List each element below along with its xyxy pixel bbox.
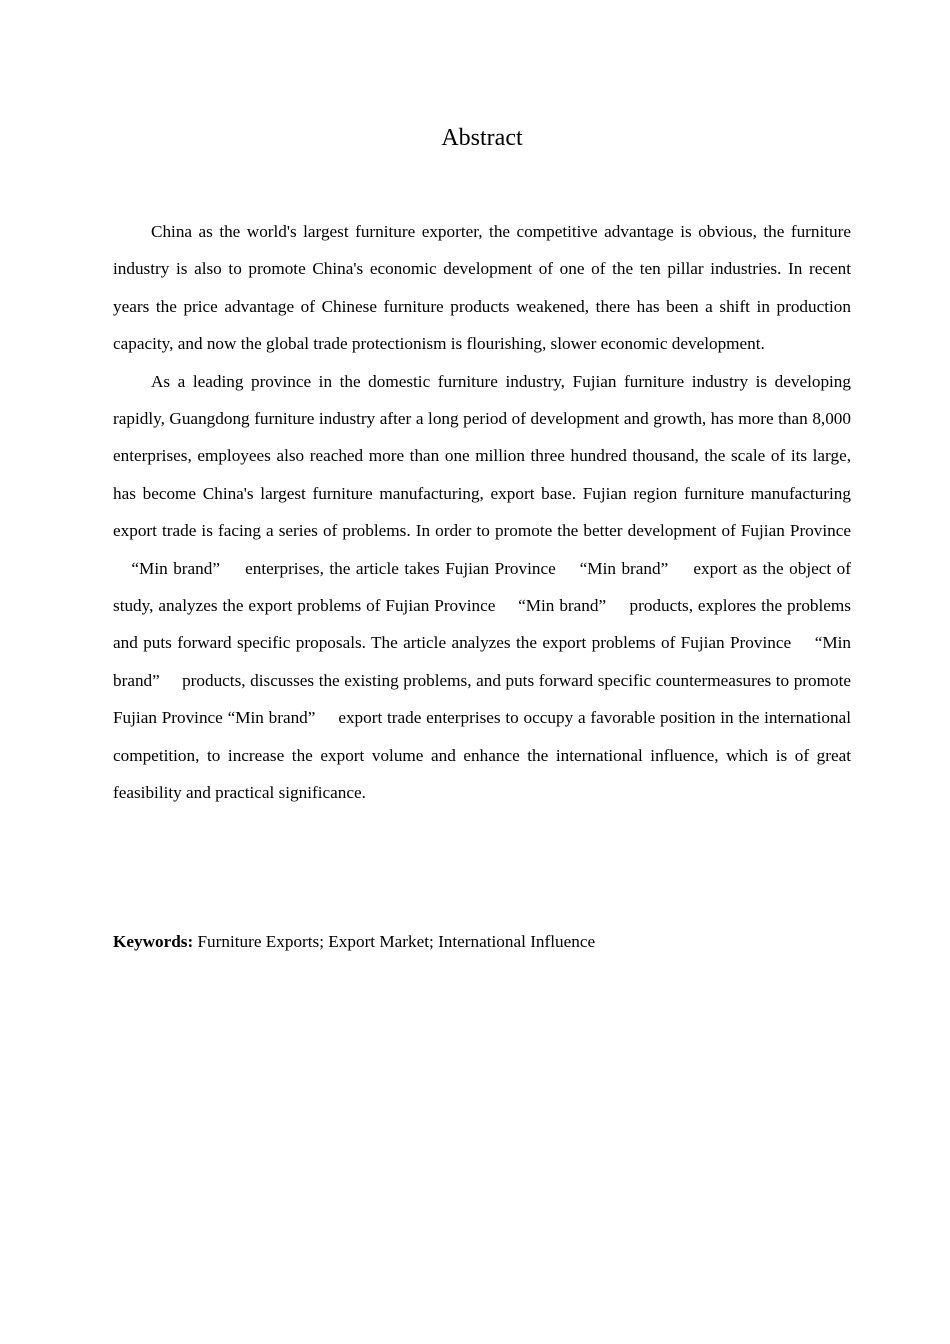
keywords-line bbox=[113, 923, 851, 960]
abstract-paragraph-1: China as the world's largest furniture exporter, the competitive advantage is obvious, the furniture industry is also to promote China's economic development of one of the ten pillar industries. In recent years the price advantage of Chinese furniture products weakened, there has been a shift in production capacity, and now the global trade protectionism is flourishing, slower economic development. bbox=[113, 222, 851, 354]
abstract-body bbox=[113, 213, 851, 812]
keywords-text: Furniture Exports; Export Market; International Influence bbox=[193, 932, 596, 951]
page-title: Abstract bbox=[441, 125, 523, 151]
keywords-label: Keywords: bbox=[113, 932, 194, 951]
abstract-paragraph-2: As a leading province in the domestic furniture industry, Fujian furniture industry is developing rapidly, Guangdong furniture industry after a long period of development and growth, has more than 8,000 enterprises, employees also reached more than one million three hundred thousand, the scale of its large, has become China's largest furniture manufacturing, export base. Fujian region furniture manufacturing export trade is facing a series of problems. In order to promote the better development of Fujian Province “Min brand” enterprises, the article takes Fujian Province “Min brand” export as the object of study, analyzes the export problems of Fujian Province “Min brand” products, explores the problems and puts forward specific proposals. The article analyzes the export problems of Fujian Province “Min brand” products, discusses the existing problems, and puts forward specific countermeasures to promote Fujian Province “Min brand” export trade enterprises to occupy a favorable position in the international competition, to increase the export volume and enhance the international influence, which is of great feasibility and practical significance. bbox=[113, 371, 851, 803]
